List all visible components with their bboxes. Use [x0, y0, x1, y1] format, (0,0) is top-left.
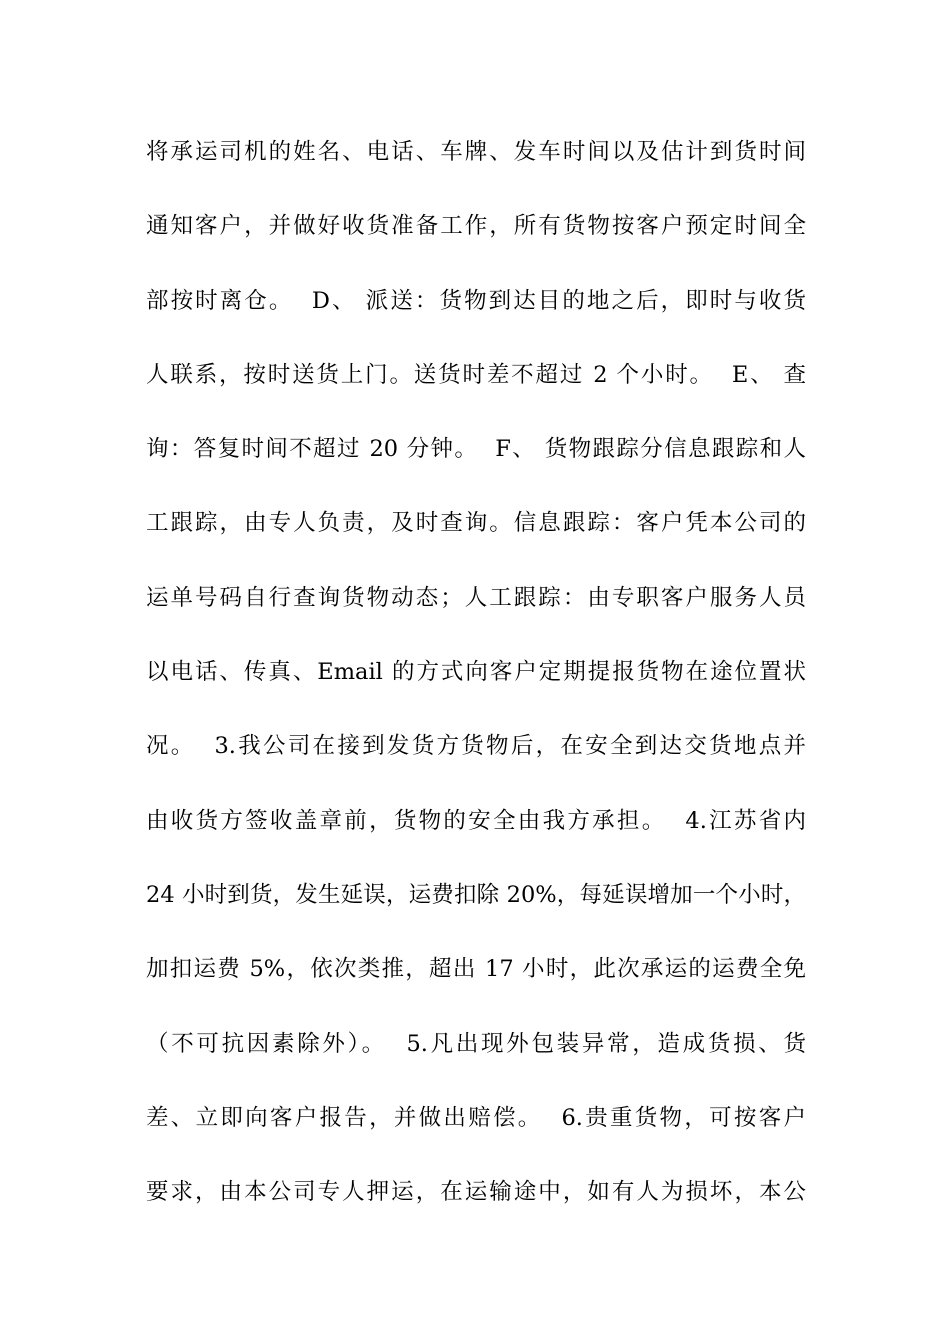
text-line: 况。 3.我公司在接到发货方货物后，在安全到达交货地点并: [146, 733, 806, 760]
text-line: 将承运司机的姓名、电话、车牌、发车时间以及估计到货时间: [146, 139, 806, 165]
text-line: 运单号码自行查询货物动态；人工跟踪：由专职客户服务人员: [146, 584, 806, 611]
text-line: 人联系，按时送货上门。送货时差不超过 2 个小时。 E、 查: [146, 361, 806, 388]
text-line: 24 小时到货，发生延误，运费扣除 20%，每延误增加一个小时，: [146, 881, 806, 908]
text-line: 差、立即向客户报告，并做出赔偿。 6.贵重货物，可按客户: [146, 1104, 806, 1131]
text-line: 要求，由本公司专人押运，在运输途中，如有人为损坏，本公: [146, 1179, 806, 1206]
text-line: 通知客户，并做好收货准备工作，所有货物按客户预定时间全: [146, 213, 806, 240]
text-line: 询：答复时间不超过 20 分钟。 F、 货物跟踪分信息跟踪和人: [146, 436, 806, 463]
text-line: 部按时离仓。 D、 派送：货物到达目的地之后，即时与收货: [146, 287, 806, 314]
text-line: 加扣运费 5%，依次类推，超出 17 小时，此次承运的运费全免: [146, 956, 806, 983]
body-text: [146, 134, 806, 1248]
text-line: 工跟踪，由专人负责，及时查询。信息跟踪：客户凭本公司的: [146, 510, 806, 537]
text-line: 以电话、传真、Email 的方式向客户定期提报货物在途位置状: [146, 659, 806, 686]
text-line: （不可抗因素除外）。 5.凡出现外包装异常，造成货损、货: [146, 1030, 806, 1057]
text-line: 由收货方签收盖章前，货物的安全由我方承担。 4.江苏省内: [146, 807, 806, 834]
